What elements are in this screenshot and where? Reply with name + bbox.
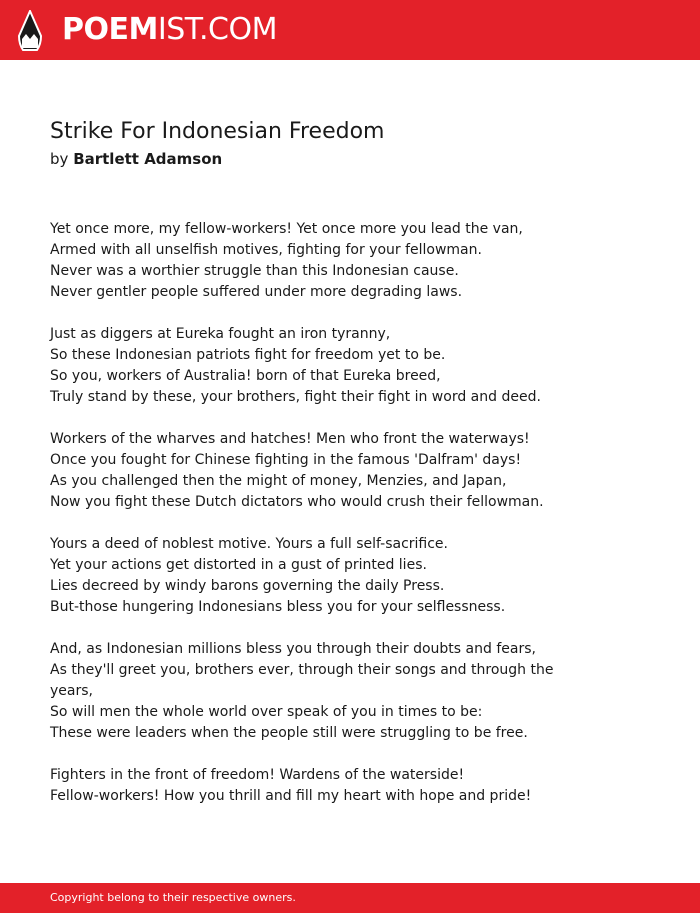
copyright-text: Copyright belong to their respective owners. [50,891,296,904]
byline [50,148,222,170]
poem-stanza [50,765,550,807]
poem-line: So will men the whole world over speak of you in times to be: [50,704,483,720]
poem-line: Armed with all unselfish motives, fighting for your fellowman. [50,242,482,258]
poem-line: These were leaders when the people still were struggling to be free. [50,725,528,741]
poem-body [50,219,554,828]
pen-nib-icon [17,10,43,52]
author-name: Bartlett Adamson [73,150,223,168]
poem-stanza [50,324,550,408]
poem-line: Yet your actions get distorted in a gust of printed lies. [50,557,427,573]
poem-title: Strike For Indonesian Freedom [50,119,385,144]
by-label: by [50,150,69,168]
poem-line: Once you fought for Chinese fighting in the famous 'Dalfram' days! [50,452,522,468]
poem-line: Yet once more, my fellow-workers! Yet once more you lead the van, [50,221,523,237]
poem-line: But-those hungering Indonesians bless you for your selflessness. [50,599,506,615]
site-logo[interactable] [62,12,277,48]
poem-line: Lies decreed by windy barons governing the daily Press. [50,578,445,594]
site-header [0,0,700,60]
site-footer [0,883,700,913]
poem-line: Fellow-workers! How you thrill and fill my heart with hope and pride! [50,788,532,804]
poem-line: Workers of the wharves and hatches! Men who front the waterways! [50,431,530,447]
poem-line: Never gentler people suffered under more degrading laws. [50,284,463,300]
poem-line: Just as diggers at Eureka fought an iron tyranny, [50,326,391,342]
poem-line: Now you fight these Dutch dictators who would crush their fellowman. [50,494,544,510]
poem-line: So these Indonesian patriots fight for freedom yet to be. [50,347,446,363]
poem-line: Never was a worthier struggle than this Indonesian cause. [50,263,459,279]
poem-line: Yours a deed of noblest motive. Yours a full self-sacrifice. [50,536,448,552]
poem-stanza [50,534,550,618]
poem-line: As you challenged then the might of money, Menzies, and Japan, [50,473,507,489]
logo-text-light: IST.COM [157,12,277,47]
poem-line: Fighters in the front of freedom! Wardens of the waterside! [50,767,465,783]
logo-text-bold: POEM [62,12,158,47]
poem-line: And, as Indonesian millions bless you through their doubts and fears, [50,641,536,657]
poem-line: years, [50,683,93,699]
poem-line: As they'll greet you, brothers ever, through their songs and through the [50,662,554,678]
poem-line: Truly stand by these, your brothers, fight their fight in word and deed. [50,389,541,405]
poem-stanza [50,219,550,303]
poem-stanza [50,639,554,744]
poem-line: So you, workers of Australia! born of that Eureka breed, [50,368,441,384]
poem-stanza [50,429,550,513]
